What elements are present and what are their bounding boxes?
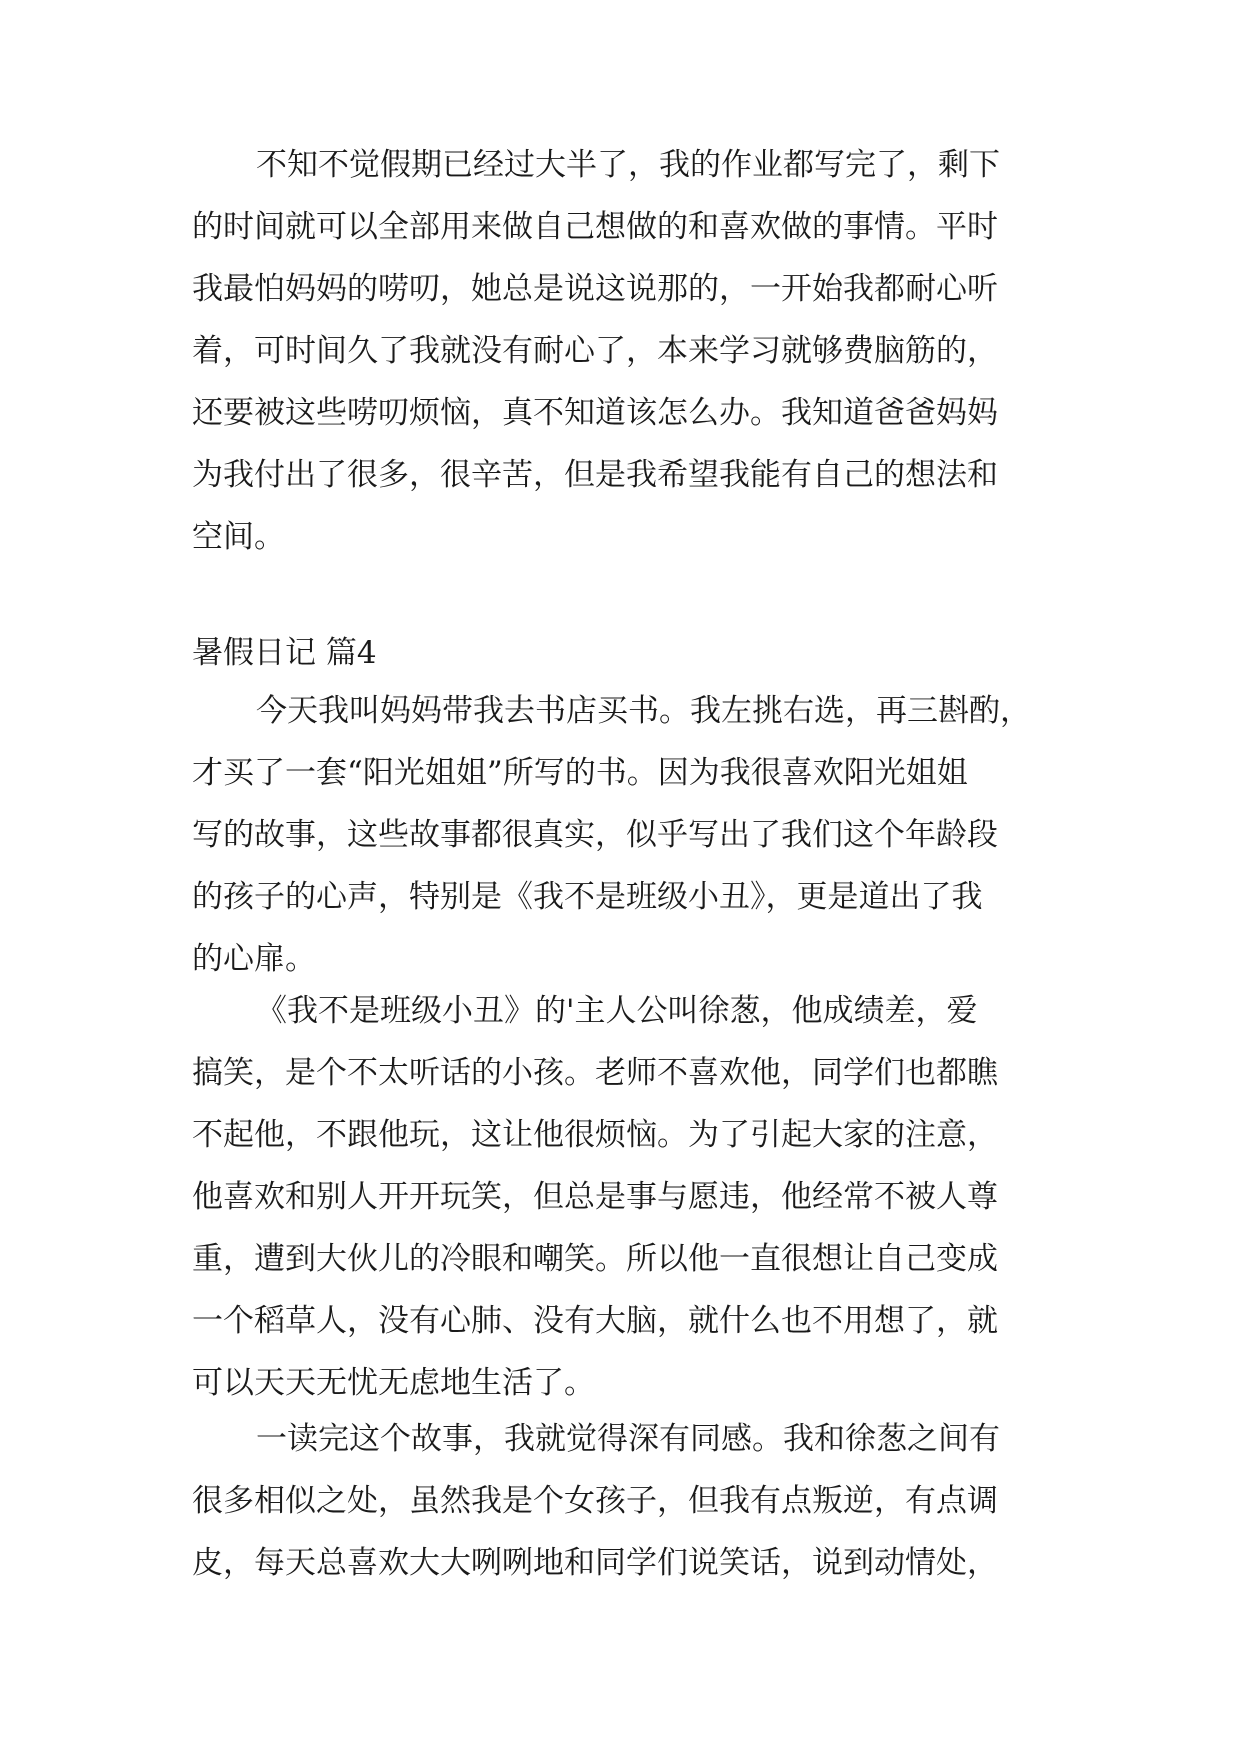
paragraph-line: 可以天天无忧无虑地生活了。 [192, 1365, 595, 1401]
paragraph-line: 还要被这些唠叨烦恼，真不知道该怎么办。我知道爸爸妈妈 [192, 395, 998, 431]
paragraph-line: 今天我叫妈妈带我去书店买书。我左挑右选，再三斟酌， [256, 693, 1031, 729]
paragraph-line: 的孩子的心声，特别是《我不是班级小丑》，更是道出了我 [192, 879, 983, 915]
paragraph-line: 不起他，不跟他玩，这让他很烦恼。为了引起大家的注意， [192, 1117, 998, 1153]
paragraph-4 [192, 1408, 1052, 1594]
paragraph-line: 重，遭到大伙儿的冷眼和嘲笑。所以他一直很想让自己变成 [192, 1241, 998, 1277]
paragraph-line: 写的故事，这些故事都很真实，似乎写出了我们这个年龄段 [192, 817, 998, 853]
paragraph-line: 为我付出了很多，很辛苦，但是我希望我能有自己的想法和 [192, 457, 998, 493]
paragraph-line: 一读完这个故事，我就觉得深有同感。我和徐葱之间有 [256, 1421, 1000, 1457]
paragraph-line: 着，可时间久了我就没有耐心了，本来学习就够费脑筋的， [192, 333, 998, 369]
paragraph-line: 一个稻草人，没有心肺、没有大脑，就什么也不用想了，就 [192, 1303, 998, 1339]
paragraph-line: 才买了一套“阳光姐姐”所写的书。因为我很喜欢阳光姐姐 [192, 755, 968, 791]
paragraph-line: 的时间就可以全部用来做自己想做的和喜欢做的事情。平时 [192, 209, 998, 245]
paragraph-line: 他喜欢和别人开开玩笑，但总是事与愿违，他经常不被人尊 [192, 1179, 998, 1215]
paragraph-line: 搞笑，是个不太听话的小孩。老师不喜欢他，同学们也都瞧 [192, 1055, 998, 1091]
section-title: 暑假日记 篇4 [192, 635, 377, 671]
paragraph-line: 的心扉。 [192, 941, 316, 977]
paragraph-2 [192, 680, 1052, 990]
paragraph-line: 《我不是班级小丑》的'主人公叫徐葱，他成绩差，爱 [256, 993, 978, 1029]
paragraph-line: 空间。 [192, 519, 285, 555]
paragraph-line: 很多相似之处，虽然我是个女孩子，但我有点叛逆，有点调 [192, 1483, 998, 1519]
paragraph-line: 不知不觉假期已经过大半了，我的作业都写完了，剩下 [256, 147, 1000, 183]
paragraph-line: 皮，每天总喜欢大大咧咧地和同学们说笑话，说到动情处， [192, 1545, 998, 1581]
paragraph-3 [192, 980, 1052, 1414]
paragraph-1 [192, 134, 1052, 568]
paragraph-line: 我最怕妈妈的唠叨，她总是说这说那的，一开始我都耐心听 [192, 271, 998, 307]
